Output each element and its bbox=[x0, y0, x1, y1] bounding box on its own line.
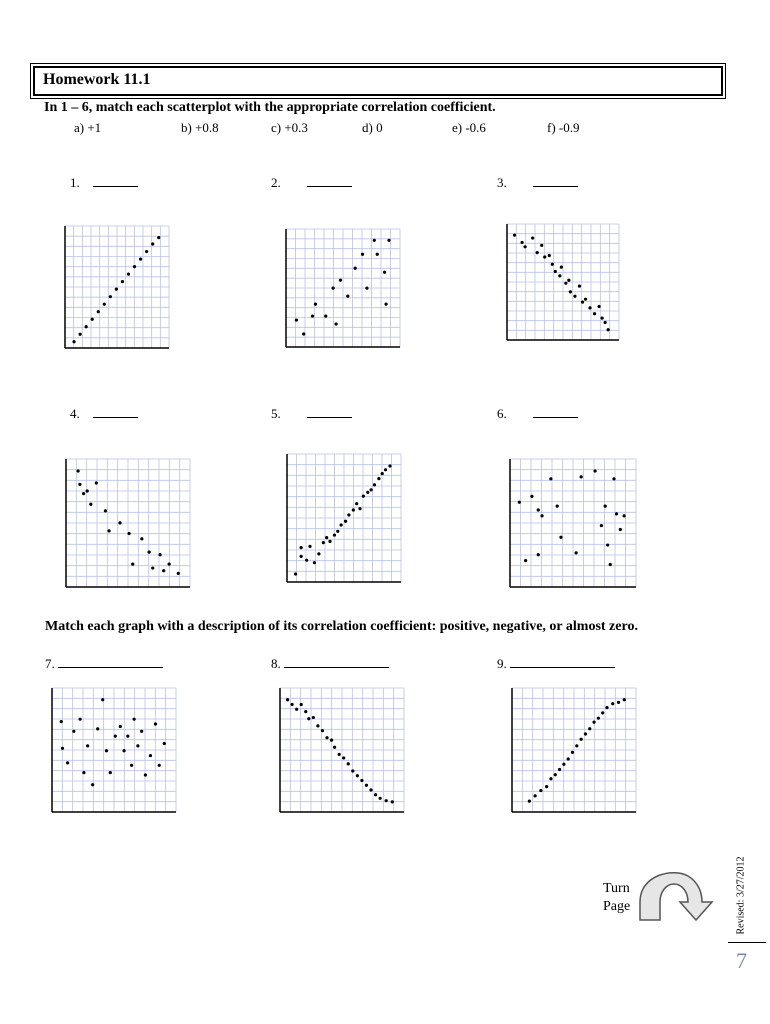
data-point bbox=[324, 314, 327, 317]
scatterplot-9 bbox=[510, 684, 640, 814]
data-point bbox=[291, 703, 294, 706]
data-point bbox=[139, 257, 142, 260]
data-point bbox=[313, 561, 316, 564]
answer-blank-4[interactable] bbox=[93, 405, 138, 418]
data-point bbox=[600, 524, 603, 527]
data-point bbox=[597, 717, 600, 720]
question-label-8: 8. bbox=[271, 655, 389, 672]
data-point bbox=[97, 310, 100, 313]
data-point bbox=[619, 528, 622, 531]
question-label-1: 1. bbox=[70, 174, 138, 191]
data-point bbox=[604, 504, 607, 507]
data-point bbox=[388, 464, 391, 467]
answer-blank-5[interactable] bbox=[307, 405, 352, 418]
data-point bbox=[559, 536, 562, 539]
data-point bbox=[609, 563, 612, 566]
data-point bbox=[107, 529, 110, 532]
data-point bbox=[593, 469, 596, 472]
data-point bbox=[344, 520, 347, 523]
data-point bbox=[548, 254, 551, 257]
data-point bbox=[358, 507, 361, 510]
data-point bbox=[543, 255, 546, 258]
data-point bbox=[330, 739, 333, 742]
data-point bbox=[391, 800, 394, 803]
data-point bbox=[151, 566, 154, 569]
answer-blank-7[interactable] bbox=[58, 655, 163, 668]
data-point bbox=[158, 553, 161, 556]
data-point bbox=[321, 729, 324, 732]
data-point bbox=[554, 773, 557, 776]
data-point bbox=[334, 322, 337, 325]
data-point bbox=[158, 764, 161, 767]
choice-a: a) +1 bbox=[74, 120, 102, 135]
data-point bbox=[338, 753, 341, 756]
answer-blank-6[interactable] bbox=[533, 405, 578, 418]
data-point bbox=[612, 477, 615, 480]
data-point bbox=[136, 744, 139, 747]
data-point bbox=[537, 508, 540, 511]
data-point bbox=[575, 744, 578, 747]
data-point bbox=[588, 306, 591, 309]
data-point bbox=[127, 532, 130, 535]
data-point bbox=[121, 280, 124, 283]
data-point bbox=[294, 572, 297, 575]
answer-blank-2[interactable] bbox=[307, 174, 352, 187]
data-point bbox=[383, 271, 386, 274]
data-point bbox=[530, 495, 533, 498]
data-point bbox=[571, 751, 574, 754]
data-point bbox=[536, 251, 539, 254]
data-point bbox=[162, 569, 165, 572]
data-point bbox=[384, 303, 387, 306]
scatterplot-7 bbox=[50, 684, 180, 814]
answer-blank-8[interactable] bbox=[284, 655, 389, 668]
data-point bbox=[145, 250, 148, 253]
scatterplot-4 bbox=[64, 455, 194, 589]
data-point bbox=[317, 552, 320, 555]
data-point bbox=[325, 736, 328, 739]
data-point bbox=[374, 793, 377, 796]
data-point bbox=[360, 779, 363, 782]
question-label-5: 5. bbox=[271, 405, 352, 422]
choice-b: b) +0.8 bbox=[181, 120, 219, 135]
data-point bbox=[149, 754, 152, 757]
data-point bbox=[85, 325, 88, 328]
data-point bbox=[168, 562, 171, 565]
data-point bbox=[307, 717, 310, 720]
data-point bbox=[347, 762, 350, 765]
data-point bbox=[617, 701, 620, 704]
data-point bbox=[580, 738, 583, 741]
turn-label: Turn bbox=[603, 881, 630, 896]
data-point bbox=[140, 537, 143, 540]
answer-blank-1[interactable] bbox=[93, 174, 138, 187]
data-point bbox=[551, 263, 554, 266]
data-point bbox=[308, 545, 311, 548]
data-point bbox=[140, 730, 143, 733]
data-point bbox=[339, 279, 342, 282]
data-point bbox=[86, 744, 89, 747]
data-point bbox=[545, 785, 548, 788]
data-point bbox=[316, 724, 319, 727]
data-point bbox=[60, 720, 63, 723]
data-point bbox=[312, 716, 315, 719]
data-point bbox=[311, 314, 314, 317]
data-point bbox=[304, 710, 307, 713]
data-point bbox=[584, 732, 587, 735]
data-point bbox=[518, 501, 521, 504]
page-number: 7 bbox=[736, 948, 747, 973]
data-point bbox=[615, 512, 618, 515]
data-point bbox=[592, 721, 595, 724]
data-point bbox=[356, 774, 359, 777]
turn-page-text bbox=[603, 880, 630, 916]
data-point bbox=[163, 742, 166, 745]
data-point bbox=[347, 513, 350, 516]
data-point bbox=[302, 332, 305, 335]
curved-arrow-icon bbox=[636, 866, 718, 924]
data-point bbox=[325, 536, 328, 539]
page-title: Homework 11.1 bbox=[43, 71, 151, 88]
answer-blank-9[interactable] bbox=[510, 655, 615, 668]
data-point bbox=[385, 799, 388, 802]
scatterplot-6 bbox=[508, 455, 640, 589]
data-point bbox=[346, 295, 349, 298]
data-point bbox=[578, 284, 581, 287]
data-point bbox=[103, 303, 106, 306]
data-point bbox=[373, 239, 376, 242]
data-point bbox=[379, 797, 382, 800]
data-point bbox=[333, 746, 336, 749]
data-point bbox=[549, 477, 552, 480]
data-point bbox=[157, 236, 160, 239]
data-point bbox=[528, 800, 531, 803]
data-point bbox=[342, 756, 345, 759]
data-point bbox=[95, 481, 98, 484]
data-point bbox=[91, 783, 94, 786]
data-point bbox=[354, 267, 357, 270]
scatterplot-3 bbox=[505, 220, 623, 342]
data-point bbox=[523, 245, 526, 248]
data-point bbox=[78, 483, 81, 486]
data-point bbox=[177, 572, 180, 575]
question-label-3: 3. bbox=[497, 174, 578, 191]
data-point bbox=[384, 468, 387, 471]
instructions-1: In 1 – 6, match each scatterplot with the appropriate correlation coefficient. bbox=[44, 100, 496, 115]
data-point bbox=[72, 340, 75, 343]
data-point bbox=[131, 562, 134, 565]
data-point bbox=[151, 242, 154, 245]
data-point bbox=[549, 777, 552, 780]
data-point bbox=[72, 730, 75, 733]
data-point bbox=[333, 533, 336, 536]
data-point bbox=[593, 312, 596, 315]
data-point bbox=[127, 273, 130, 276]
data-point bbox=[118, 521, 121, 524]
data-point bbox=[66, 761, 69, 764]
data-point bbox=[588, 727, 591, 730]
data-point bbox=[567, 279, 570, 282]
data-point bbox=[597, 305, 600, 308]
choice-f: f) -0.9 bbox=[547, 120, 580, 135]
question-label-9: 9. bbox=[497, 655, 615, 672]
choice-d: d) 0 bbox=[362, 120, 383, 135]
data-point bbox=[286, 698, 289, 701]
data-point bbox=[104, 509, 107, 512]
data-point bbox=[314, 303, 317, 306]
data-point bbox=[369, 788, 372, 791]
data-point bbox=[109, 771, 112, 774]
data-point bbox=[373, 483, 376, 486]
data-point bbox=[520, 241, 523, 244]
data-point bbox=[130, 764, 133, 767]
data-point bbox=[623, 514, 626, 517]
data-point bbox=[300, 546, 303, 549]
question-label-6: 6. bbox=[497, 405, 578, 422]
data-point bbox=[365, 287, 368, 290]
data-point bbox=[305, 559, 308, 562]
data-point bbox=[86, 489, 89, 492]
data-point bbox=[558, 274, 561, 277]
data-point bbox=[524, 559, 527, 562]
data-point bbox=[154, 722, 157, 725]
data-point bbox=[105, 749, 108, 752]
data-point bbox=[78, 333, 81, 336]
instructions-2: Match each graph with a description of its correlation coefficient: positive, negative, or almost zero. bbox=[45, 619, 638, 634]
revised-date: Revised: 3/27/2012 bbox=[735, 856, 747, 935]
data-point bbox=[362, 495, 365, 498]
data-point bbox=[601, 711, 604, 714]
data-point bbox=[109, 295, 112, 298]
data-point bbox=[340, 523, 343, 526]
data-point bbox=[584, 298, 587, 301]
data-point bbox=[554, 270, 557, 273]
data-point bbox=[539, 789, 542, 792]
data-point bbox=[295, 708, 298, 711]
data-point bbox=[580, 475, 583, 478]
data-point bbox=[332, 287, 335, 290]
data-point bbox=[537, 553, 540, 556]
scatterplot-2 bbox=[284, 225, 404, 349]
scatterplot-5 bbox=[285, 450, 405, 584]
data-point bbox=[376, 253, 379, 256]
data-point bbox=[144, 773, 147, 776]
question-label-4: 4. bbox=[70, 405, 138, 422]
data-point bbox=[352, 508, 355, 511]
data-point bbox=[89, 503, 92, 506]
data-point bbox=[581, 300, 584, 303]
data-point bbox=[336, 530, 339, 533]
data-point bbox=[365, 784, 368, 787]
data-point bbox=[328, 540, 331, 543]
data-point bbox=[607, 328, 610, 331]
question-label-2: 2. bbox=[271, 174, 352, 191]
data-point bbox=[114, 735, 117, 738]
data-point bbox=[601, 316, 604, 319]
data-point bbox=[91, 318, 94, 321]
data-point bbox=[569, 290, 572, 293]
data-point bbox=[351, 769, 354, 772]
data-point bbox=[370, 488, 373, 491]
data-point bbox=[381, 472, 384, 475]
page-divider bbox=[728, 942, 766, 943]
data-point bbox=[605, 706, 608, 709]
data-point bbox=[322, 541, 325, 544]
data-point bbox=[295, 318, 298, 321]
data-point bbox=[300, 555, 303, 558]
data-point bbox=[556, 504, 559, 507]
data-point bbox=[513, 234, 516, 237]
data-point bbox=[355, 502, 358, 505]
page-label: Page bbox=[603, 899, 631, 914]
data-point bbox=[560, 266, 563, 269]
choice-e: e) -0.6 bbox=[452, 120, 486, 135]
data-point bbox=[540, 244, 543, 247]
scatterplot-8 bbox=[278, 684, 408, 814]
data-point bbox=[573, 295, 576, 298]
data-point bbox=[361, 253, 364, 256]
data-point bbox=[122, 749, 125, 752]
answer-blank-3[interactable] bbox=[533, 174, 578, 187]
data-point bbox=[562, 763, 565, 766]
data-point bbox=[534, 794, 537, 797]
question-label-7: 7. bbox=[45, 655, 163, 672]
data-point bbox=[558, 768, 561, 771]
data-point bbox=[119, 725, 122, 728]
data-point bbox=[604, 321, 607, 324]
data-point bbox=[148, 551, 151, 554]
data-point bbox=[133, 265, 136, 268]
data-point bbox=[96, 727, 99, 730]
data-point bbox=[540, 514, 543, 517]
data-point bbox=[377, 477, 380, 480]
data-point bbox=[77, 469, 80, 472]
data-point bbox=[387, 239, 390, 242]
data-point bbox=[567, 757, 570, 760]
data-point bbox=[575, 551, 578, 554]
data-point bbox=[61, 747, 64, 750]
data-point bbox=[611, 702, 614, 705]
data-point bbox=[126, 735, 129, 738]
data-point bbox=[623, 698, 626, 701]
data-point bbox=[531, 236, 534, 239]
data-point bbox=[82, 771, 85, 774]
data-point bbox=[366, 491, 369, 494]
data-point bbox=[115, 288, 118, 291]
data-point bbox=[82, 492, 85, 495]
data-point bbox=[564, 282, 567, 285]
data-point bbox=[133, 718, 136, 721]
scatterplot-1 bbox=[63, 222, 173, 350]
data-point bbox=[101, 698, 104, 701]
data-point bbox=[300, 703, 303, 706]
choice-c: c) +0.3 bbox=[271, 120, 308, 135]
data-point bbox=[79, 718, 82, 721]
data-point bbox=[606, 543, 609, 546]
